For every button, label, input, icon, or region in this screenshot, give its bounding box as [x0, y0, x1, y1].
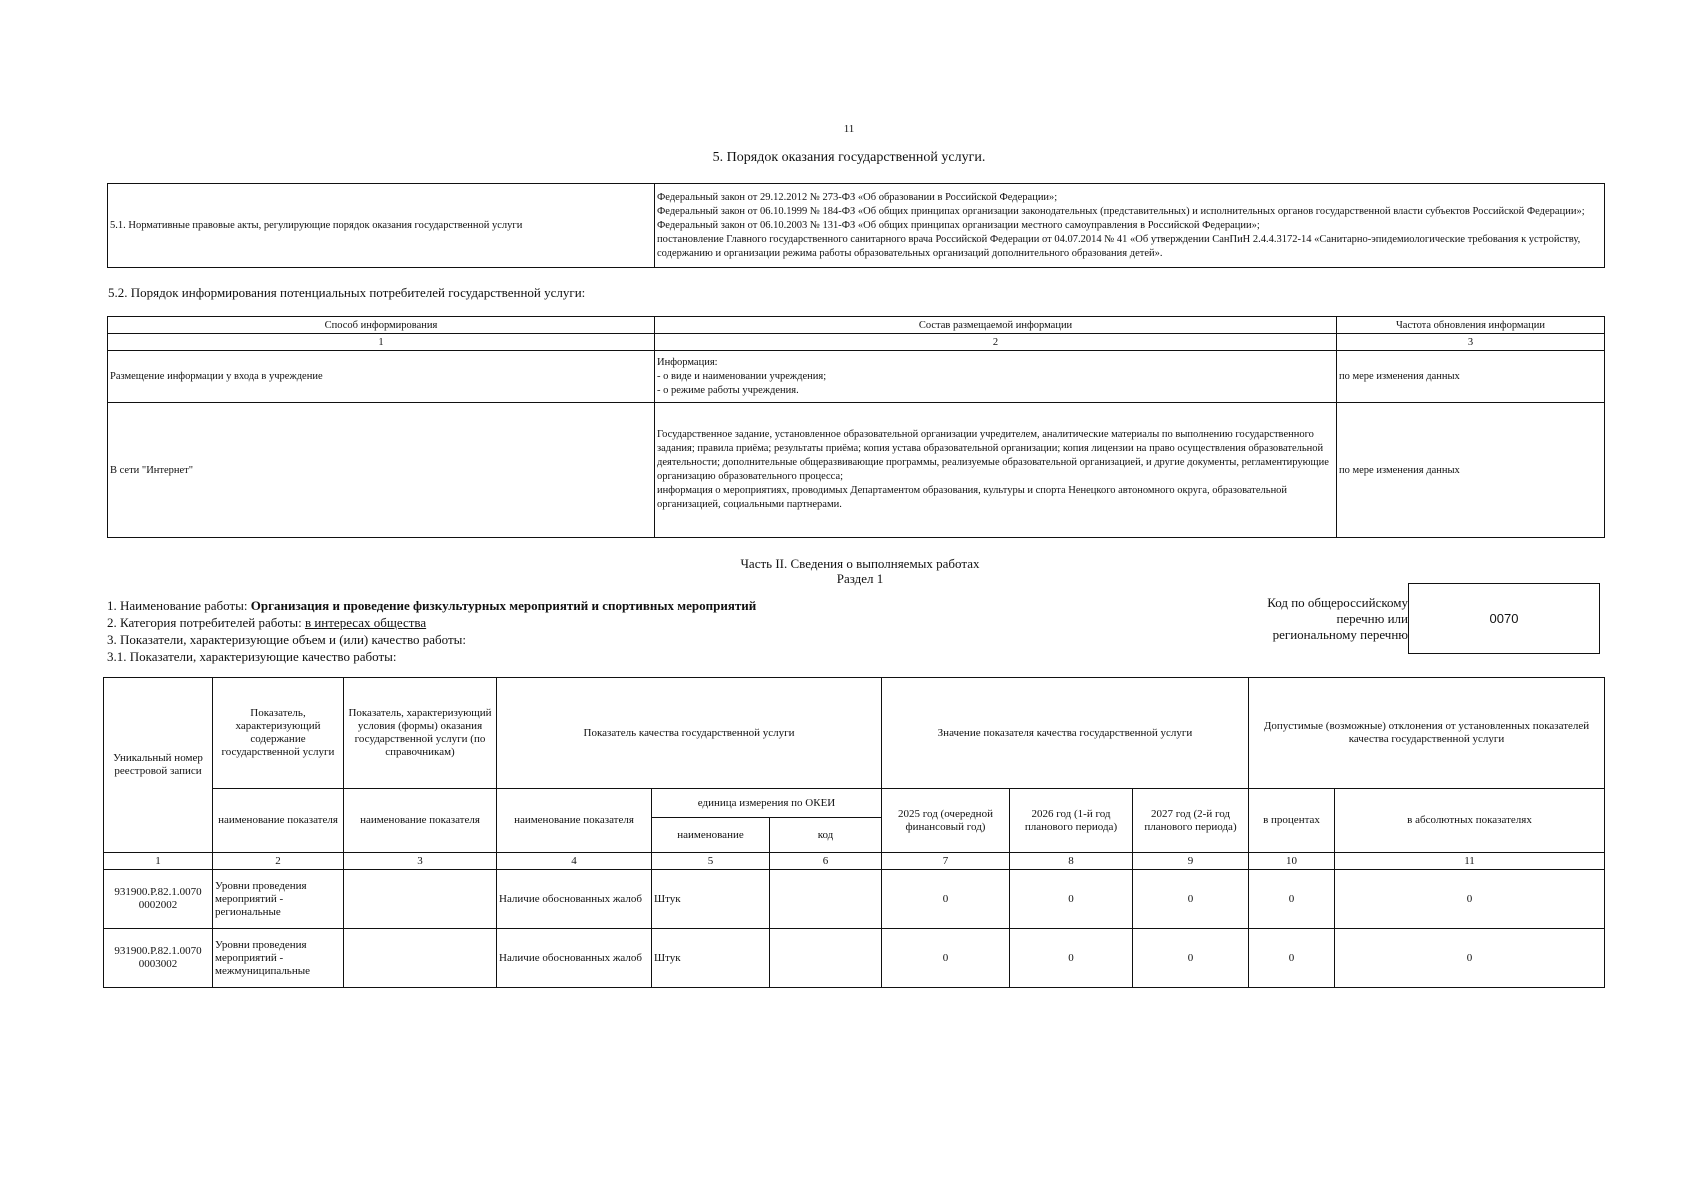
legal-acts-table	[107, 183, 1605, 268]
header-unique-number: Уникальный номер реестровой записи	[104, 678, 213, 853]
deviation-absolute: 0	[1335, 870, 1605, 929]
informing-table	[107, 316, 1605, 538]
header-quality-indicator: Показатель качества государственной услуги	[497, 678, 882, 789]
registry-code-label-line: региональному перечню	[1272, 627, 1408, 642]
header-number: 3	[1337, 334, 1605, 351]
value-2025: 0	[882, 929, 1010, 988]
header-condition-indicator: Показатель, характеризующий условия (формы) оказания государственной услуги (по справочникам)	[344, 678, 497, 789]
method-cell: Размещение информации у входа в учреждение	[108, 351, 655, 403]
column-number: 7	[882, 853, 1010, 870]
content-cell: Информация: - о виде и наименовании учреждения; - о режиме работы учреждения.	[655, 351, 1337, 403]
column-number: 3	[344, 853, 497, 870]
part2-section: Раздел 1	[836, 571, 884, 586]
header-okei-name: наименование	[652, 818, 770, 853]
registry-code-label	[1190, 595, 1408, 643]
header-condition-name: наименование показателя	[344, 789, 497, 853]
value-2026: 0	[1010, 929, 1133, 988]
unit-code	[770, 870, 882, 929]
column-number: 6	[770, 853, 882, 870]
registry-code-label-line: Код по общероссийскому	[1267, 595, 1408, 610]
unit-name: Штук	[652, 929, 770, 988]
work-name-value: Организация и проведение физкультурных мероприятий и спортивных мероприятий	[250, 598, 757, 613]
column-number: 2	[213, 853, 344, 870]
header-year-2027: 2027 год (2-й год планового периода)	[1133, 789, 1249, 853]
condition-value	[344, 929, 497, 988]
header-content: Состав размещаемой информации	[655, 317, 1337, 334]
quality-indicators-table	[103, 677, 1605, 988]
deviation-percent: 0	[1249, 929, 1335, 988]
content-value: Уровни проведения мероприятий - региональные	[213, 870, 344, 929]
content-value: Уровни проведения мероприятий - межмуниципальные	[213, 929, 344, 988]
column-number: 9	[1133, 853, 1249, 870]
column-number: 5	[652, 853, 770, 870]
registry-code-box: 0070	[1408, 583, 1600, 654]
work-description	[107, 597, 756, 665]
value-2027: 0	[1133, 870, 1249, 929]
column-number: 4	[497, 853, 652, 870]
header-deviation: Допустимые (возможные) отклонения от установленных показателей качества государственной услуги	[1249, 678, 1605, 789]
header-percent: в процентах	[1249, 789, 1335, 853]
column-number: 1	[104, 853, 213, 870]
header-number: 1	[108, 334, 655, 351]
quality-indicators-title: 3.1. Показатели, характеризующие качество работы:	[107, 649, 397, 664]
header-quality-name: наименование показателя	[497, 789, 652, 853]
registry-code-label-line: перечню или	[1336, 611, 1408, 626]
part2-heading	[0, 556, 1698, 586]
legal-act-line: Федеральный закон от 06.10.2003 № 131-ФЗ «Об общих принципах организации местного самоуправления в Российской Федерации»;	[657, 219, 1260, 231]
value-2026: 0	[1010, 870, 1133, 929]
header-absolute: в абсолютных показателях	[1335, 789, 1605, 853]
work-name	[107, 597, 756, 614]
unit-code	[770, 929, 882, 988]
header-frequency: Частота обновления информации	[1337, 317, 1605, 334]
registry-id: 931900.Р.82.1.0070 0002002	[104, 870, 213, 929]
frequency-cell: по мере изменения данных	[1337, 351, 1605, 403]
registry-id: 931900.Р.82.1.0070 0003002	[104, 929, 213, 988]
part2-title: Часть II. Сведения о выполняемых работах	[740, 556, 980, 571]
header-content-indicator: Показатель, характеризующий содержание государственной услуги	[213, 678, 344, 789]
informing-title: 5.2. Порядок информирования потенциальных потребителей государственной услуги:	[108, 285, 586, 300]
frequency-cell: по мере изменения данных	[1337, 403, 1605, 538]
indicator-name: Наличие обоснованных жалоб	[497, 870, 652, 929]
unit-name: Штук	[652, 870, 770, 929]
work-name-label: 1. Наименование работы:	[107, 598, 251, 613]
section-5-title: 5. Порядок оказания государственной услуги.	[712, 150, 986, 165]
header-content-name: наименование показателя	[213, 789, 344, 853]
header-okei-code: код	[770, 818, 882, 853]
consumer-category-value: в интересах общества	[304, 615, 427, 630]
value-2027: 0	[1133, 929, 1249, 988]
content-cell: Государственное задание, установленное образовательной организации учредителем, аналитические материалы по выполнению государственного задания; правила приёма; результаты приёма; копия устава образовательной организации; копия лицензии на право осуществления образовательной деятельности; дополнительные общеразвивающие программы, реализуемые образовательной организацией, и другие документы, регламентирующие организацию образовательного процесса; информация о мероприятиях, проводимых Департаментом образования, культуры и спорта Ненецкого автономного округа, образовательной организацией, социальными партнерами.	[655, 403, 1337, 538]
page-number: 11	[843, 123, 855, 135]
legal-act-line: постановление Главного государственного санитарного врача Российской Федерации от 04.07.2014 № 41 «Об утверждении СанПиН 2.4.4.3172-14 «Санитарно-эпидемиологические требования к устройству, содержанию и организации режима работы образовательных организаций дополнительного образования детей».	[657, 233, 1581, 259]
column-number: 10	[1249, 853, 1335, 870]
table-row	[104, 870, 1605, 929]
method-cell: В сети "Интернет"	[108, 403, 655, 538]
legal-act-line: Федеральный закон от 06.10.1999 № 184-ФЗ «Об общих принципах организации законодательных (представительных) и исполнительных органов государственной власти субъектов Российской Федерации»;	[657, 205, 1585, 217]
indicators-title: 3. Показатели, характеризующие объем и (или) качество работы:	[107, 632, 466, 647]
legal-acts-list	[655, 184, 1605, 268]
value-2025: 0	[882, 870, 1010, 929]
header-method: Способ информирования	[108, 317, 655, 334]
legal-act-line: Федеральный закон от 29.12.2012 № 273-ФЗ «Об образовании в Российской Федерации»;	[657, 191, 1058, 203]
indicator-name: Наличие обоснованных жалоб	[497, 929, 652, 988]
consumer-category-label: 2. Категория потребителей работы:	[107, 615, 305, 630]
deviation-percent: 0	[1249, 870, 1335, 929]
column-number: 11	[1335, 853, 1605, 870]
header-quality-value: Значение показателя качества государственной услуги	[882, 678, 1249, 789]
table-row	[104, 929, 1605, 988]
deviation-absolute: 0	[1335, 929, 1605, 988]
condition-value	[344, 870, 497, 929]
consumer-category	[107, 614, 756, 631]
header-okei: единица измерения по ОКЕИ	[652, 789, 882, 818]
column-number: 8	[1010, 853, 1133, 870]
header-year-2025: 2025 год (очередной финансовый год)	[882, 789, 1010, 853]
header-number: 2	[655, 334, 1337, 351]
legal-acts-label: 5.1. Нормативные правовые акты, регулирующие порядок оказания государственной услуги	[108, 184, 655, 268]
header-year-2026: 2026 год (1-й год планового периода)	[1010, 789, 1133, 853]
